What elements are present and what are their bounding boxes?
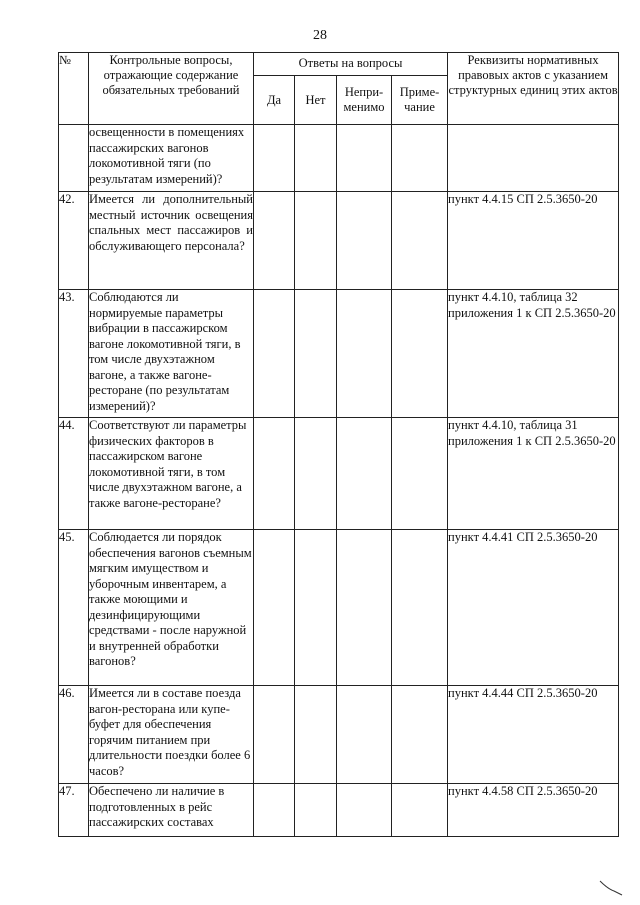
row-question: Имеется ли в составе поезда вагон-ресторана или купе-буфет для обеспечения горячим питанием при длительности поездки более 6 часов? [89,686,254,784]
table-row [59,686,619,784]
answer-note-cell[interactable] [392,192,448,290]
header-row [59,53,619,76]
answer-no-cell[interactable] [295,784,337,837]
header-note: Приме-чание [392,76,448,125]
row-requisite: пункт 4.4.58 СП 2.5.3650-20 [448,784,619,837]
row-question: Соблюдается ли порядок обеспечения вагонов съемным мягким имуществом и уборочным инвентарем, а также моющими и дезинфицирующими средствами - после наружной и внутренней обработки вагонов? [89,530,254,686]
row-question-text: Имеется ли дополнительный местный источник освещения спальных мест пассажиров и обслуживающего персонала? [89,192,253,253]
checklist-table [58,52,619,837]
answer-yes-cell[interactable] [254,530,295,686]
answer-no-cell[interactable] [295,530,337,686]
answer-yes-cell[interactable] [254,784,295,837]
row-requisite [448,125,619,192]
row-number: 42. [59,192,89,290]
answer-not-applicable-cell[interactable] [337,192,392,290]
row-question: освещенности в помещениях пассажирских вагонов локомотивной тяги (по результатам измерений)? [89,125,254,192]
header-no: Нет [295,76,337,125]
row-requisite: пункт 4.4.41 СП 2.5.3650-20 [448,530,619,686]
row-number: 46. [59,686,89,784]
answer-yes-cell[interactable] [254,418,295,530]
row-question [89,192,254,290]
answer-no-cell[interactable] [295,125,337,192]
table-row [59,784,619,837]
table-row [59,418,619,530]
header-answers: Ответы на вопросы [254,53,448,76]
table-row [59,290,619,418]
answer-no-cell[interactable] [295,418,337,530]
answer-not-applicable-cell[interactable] [337,530,392,686]
answer-note-cell[interactable] [392,290,448,418]
row-number [59,125,89,192]
header-requisites: Реквизиты нормативных правовых актов с указанием структурных единиц этих актов [448,53,619,125]
answer-yes-cell[interactable] [254,686,295,784]
row-number: 43. [59,290,89,418]
answer-note-cell[interactable] [392,686,448,784]
row-number: 47. [59,784,89,837]
row-question: Обеспечено ли наличие в подготовленных в рейс пассажирских составах [89,784,254,837]
answer-no-cell[interactable] [295,192,337,290]
answer-not-applicable-cell[interactable] [337,125,392,192]
header-questions: Контрольные вопросы, отражающие содержание обязательных требований [89,53,254,125]
table-row [59,192,619,290]
answer-yes-cell[interactable] [254,290,295,418]
row-question: Соблюдаются ли нормируемые параметры вибрации в пассажирском вагоне локомотивной тяги, в том числе двухэтажном вагоне, а также вагоне-ресторане (по результатам измерений)? [89,290,254,418]
row-requisite: пункт 4.4.10, таблица 31 приложения 1 к СП 2.5.3650-20 [448,418,619,530]
answer-no-cell[interactable] [295,290,337,418]
corner-scribble-mark [598,879,624,897]
answer-not-applicable-cell[interactable] [337,290,392,418]
answer-note-cell[interactable] [392,530,448,686]
row-question: Соответствуют ли параметры физических факторов в пассажирском вагоне локомотивной тяги, в том числе двухэтажном вагоне, а также вагоне-ресторане? [89,418,254,530]
answer-note-cell[interactable] [392,418,448,530]
answer-no-cell[interactable] [295,686,337,784]
answer-note-cell[interactable] [392,125,448,192]
table-row [59,125,619,192]
header-not-applicable: Непри-менимо [337,76,392,125]
header-number: № [59,53,89,125]
answer-not-applicable-cell[interactable] [337,418,392,530]
answer-yes-cell[interactable] [254,192,295,290]
page-number: 28 [313,28,327,43]
answer-note-cell[interactable] [392,784,448,837]
answer-not-applicable-cell[interactable] [337,784,392,837]
answer-yes-cell[interactable] [254,125,295,192]
header-yes: Да [254,76,295,125]
row-requisite: пункт 4.4.44 СП 2.5.3650-20 [448,686,619,784]
row-number: 45. [59,530,89,686]
row-requisite: пункт 4.4.10, таблица 32 приложения 1 к СП 2.5.3650-20 [448,290,619,418]
answer-not-applicable-cell[interactable] [337,686,392,784]
table-row [59,530,619,686]
row-number: 44. [59,418,89,530]
row-requisite: пункт 4.4.15 СП 2.5.3650-20 [448,192,619,290]
